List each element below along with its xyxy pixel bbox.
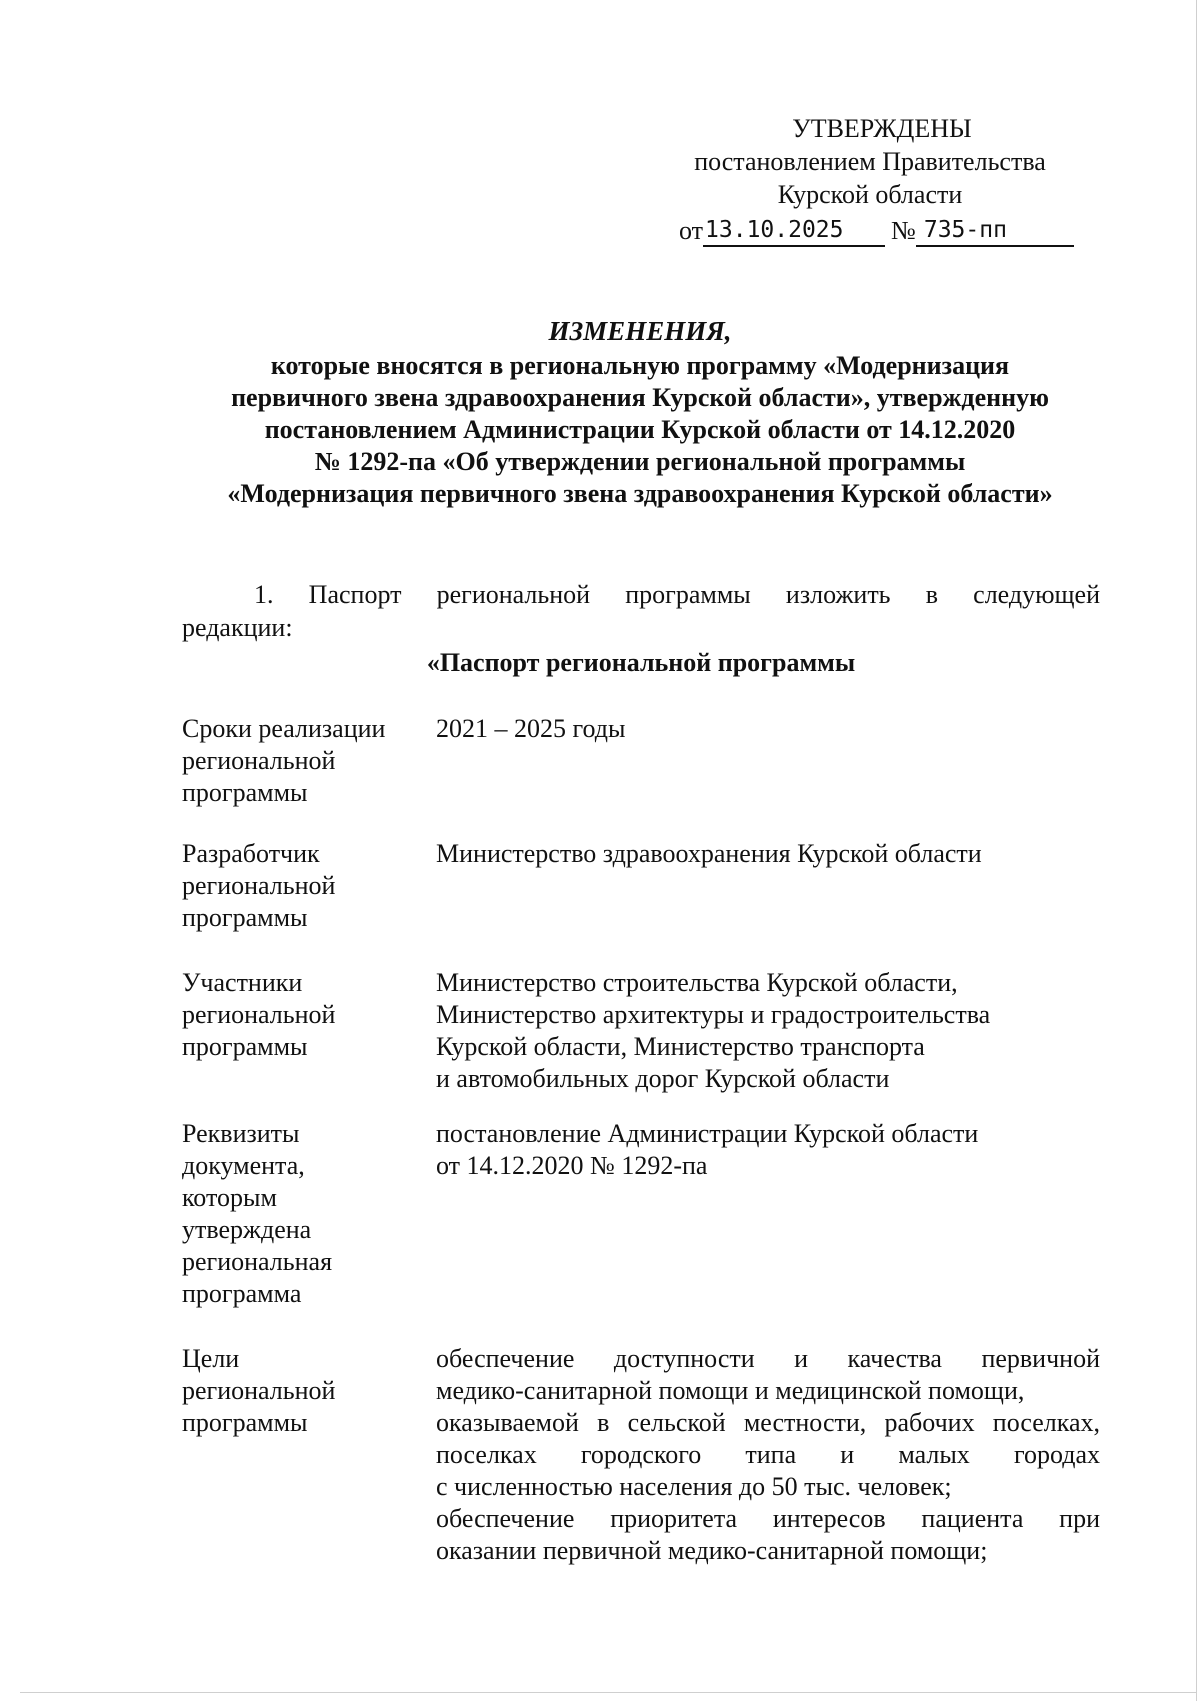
row-value-line: с численностью населения до 50 тыс. человек; xyxy=(436,1472,952,1501)
row-label-line: программа xyxy=(182,1279,302,1308)
row-value-line: обеспечение доступности и качества первичной xyxy=(436,1344,1100,1373)
row-label-line: Цели xyxy=(182,1344,240,1373)
heading-line: постановлением Администрации Курской области от 14.12.2020 xyxy=(264,415,1016,444)
approval-date-row xyxy=(679,214,1074,247)
page-edge-bottom xyxy=(20,1692,1196,1693)
row-label-line: Разработчик xyxy=(182,839,320,868)
row-label-line: программы xyxy=(182,1408,308,1437)
row-value xyxy=(436,713,1100,745)
row-value-line: Курской области, Министерство транспорта xyxy=(436,1032,925,1061)
approval-region: Курской области xyxy=(777,180,963,209)
approval-title: УТВЕРЖДЕНЫ xyxy=(792,114,972,143)
row-label-line: которым xyxy=(182,1183,277,1212)
approval-block xyxy=(640,112,1100,211)
approval-authority: постановлением Правительства xyxy=(694,147,1046,176)
approval-date: 13.10.2025 xyxy=(703,215,885,247)
row-label-line: региональной xyxy=(182,746,336,775)
passport-title: «Паспорт региональной программы xyxy=(426,648,856,677)
row-label-line: Реквизиты xyxy=(182,1119,300,1148)
approval-number: 735-пп xyxy=(916,215,1074,247)
row-label-line: Сроки реализации xyxy=(182,714,386,743)
row-label-line: региональной xyxy=(182,1000,336,1029)
paragraph-1-line: редакции: xyxy=(182,613,293,642)
heading-line: которые вносятся в региональную программу «Модернизация xyxy=(270,351,1010,380)
row-value-line: Министерство архитектуры и градостроительства xyxy=(436,1000,991,1029)
document-heading xyxy=(170,315,1110,510)
row-value-line: постановление Администрации Курской области xyxy=(436,1119,979,1148)
row-label xyxy=(182,1343,412,1439)
row-label-line: документа, xyxy=(182,1151,305,1180)
row-value-line: и автомобильных дорог Курской области xyxy=(436,1064,890,1093)
row-value-line: Министерство строительства Курской области, xyxy=(436,968,958,997)
page-edge-right xyxy=(1196,0,1197,1701)
row-value-line: медико-санитарной помощи и медицинской помощи, xyxy=(436,1376,1025,1405)
row-label xyxy=(182,838,412,934)
row-label-line: региональной xyxy=(182,1376,336,1405)
row-label-line: программы xyxy=(182,778,308,807)
row-label-line: программы xyxy=(182,903,308,932)
row-value-line: от 14.12.2020 № 1292-па xyxy=(436,1151,708,1180)
row-label-line: региональной xyxy=(182,871,336,900)
row-label-line: региональная xyxy=(182,1247,333,1276)
row-value-line: Министерство здравоохранения Курской области xyxy=(436,839,982,868)
paragraph-1 xyxy=(182,578,1100,644)
paragraph-1-line: 1. Паспорт региональной программы изложить в следующей xyxy=(254,580,1100,609)
row-label xyxy=(182,1118,412,1310)
row-value xyxy=(436,1343,1100,1567)
row-value-line: поселках городского типа и малых городах xyxy=(436,1440,1100,1469)
heading-line: № 1292-па «Об утверждении региональной программы xyxy=(314,447,966,476)
row-value-line: оказываемой в сельской местности, рабочих поселках, xyxy=(436,1408,1100,1437)
heading-line: первичного звена здравоохранения Курской области», утвержденную xyxy=(231,383,1049,412)
row-value-line: 2021 – 2025 годы xyxy=(436,714,626,743)
date-prefix: от xyxy=(679,216,704,245)
row-label-line: программы xyxy=(182,1032,308,1061)
row-value xyxy=(436,967,1100,1095)
number-prefix: № xyxy=(891,216,916,245)
row-label-line: Участники xyxy=(182,968,303,997)
row-value xyxy=(436,838,1100,870)
row-value xyxy=(436,1118,1100,1182)
row-label xyxy=(182,967,412,1063)
row-label-line: утверждена xyxy=(182,1215,312,1244)
row-value-line: оказании первичной медико-санитарной помощи; xyxy=(436,1536,988,1565)
row-label xyxy=(182,713,412,809)
heading-title: ИЗМЕНЕНИЯ, xyxy=(548,316,732,346)
row-value-line: обеспечение приоритета интересов пациента при xyxy=(436,1504,1100,1533)
heading-line: «Модернизация первичного звена здравоохранения Курской области» xyxy=(227,479,1053,508)
